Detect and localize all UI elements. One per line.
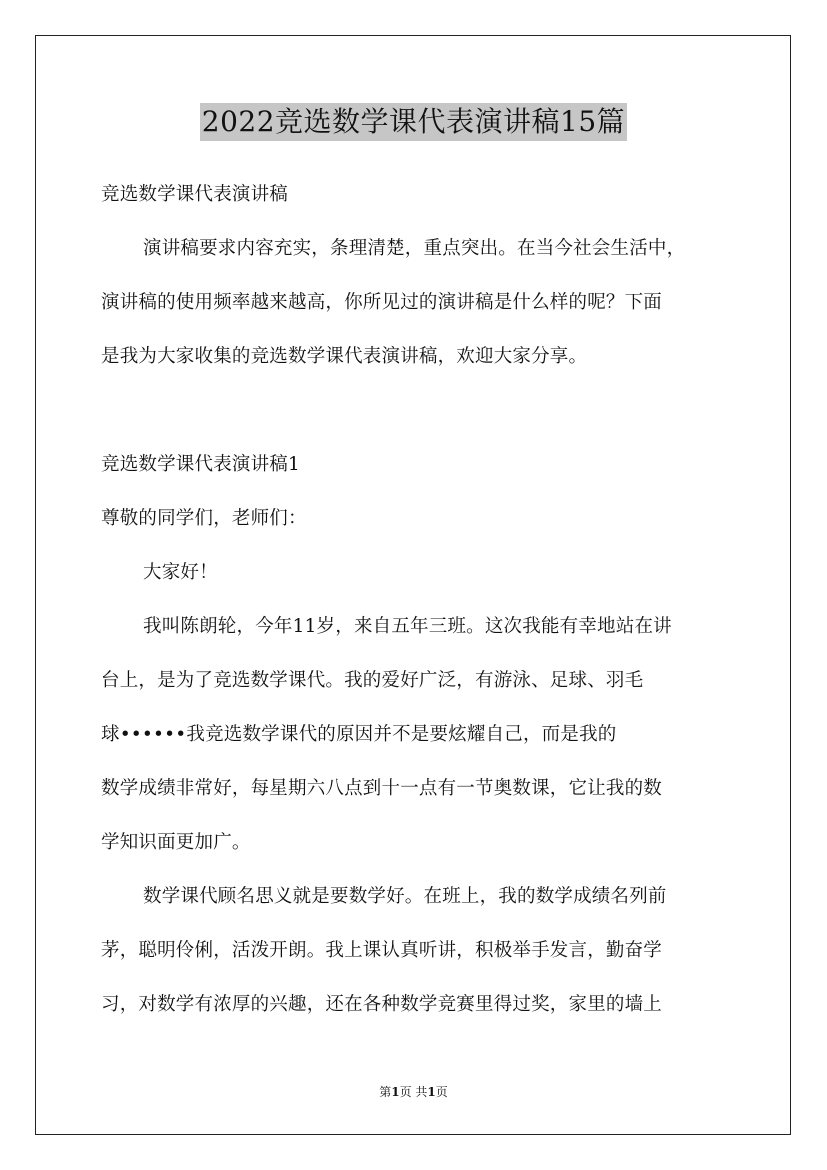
paragraph-line: 演讲稿的使用频率越来越高，你所见过的演讲稿是什么样的呢？下面 (101, 292, 663, 313)
page-footer (0, 1084, 827, 1100)
paragraph-line: 习，对数学有浓厚的兴趣，还在各种数学竞赛里得过奖，家里的墙上 (101, 994, 663, 1015)
paragraph-line: 数学课代顾名思义就是要数学好。在班上，我的数学成绩名列前 (143, 886, 667, 907)
footer-page-total: 1 (427, 1085, 436, 1099)
section-heading: 竞选数学课代表演讲稿 (101, 184, 289, 205)
footer-page-prefix: 第 (379, 1085, 392, 1099)
document-title: 2022竞选数学课代表演讲稿15篇 (200, 103, 627, 141)
paragraph-line: 球••••••我竞选数学课代的原因并不是要炫耀自己，而是我的 (101, 724, 617, 745)
footer-page-number: 1 (391, 1085, 400, 1099)
greeting: 大家好！ (143, 562, 218, 583)
paragraph-line: 演讲稿要求内容充实，条理清楚，重点突出。在当今社会生活中， (143, 238, 686, 259)
paragraph-line: 台上，是为了竞选数学课代。我的爱好广泛，有游泳、足球、羽毛 (101, 670, 644, 691)
paragraph-line: 我叫陈朗轮，今年11岁，来自五年三班。这次我能有幸地站在讲 (143, 616, 672, 637)
paragraph-line: 学知识面更加广。 (101, 832, 251, 853)
paragraph-line: 是我为大家收集的竞选数学课代表演讲稿，欢迎大家分享。 (101, 346, 588, 367)
speech-heading: 竞选数学课代表演讲稿1 (101, 454, 300, 475)
footer-page-mid: 页 共 (399, 1085, 428, 1099)
title-container (0, 103, 827, 141)
footer-page-suffix: 页 (435, 1085, 448, 1099)
paragraph-line: 数学成绩非常好，每星期六八点到十一点有一节奥数课，它让我的数 (101, 778, 663, 799)
paragraph-line: 茅，聪明伶俐，活泼开朗。我上课认真听讲，积极举手发言，勤奋学 (101, 940, 663, 961)
salutation: 尊敬的同学们，老师们： (101, 508, 307, 529)
